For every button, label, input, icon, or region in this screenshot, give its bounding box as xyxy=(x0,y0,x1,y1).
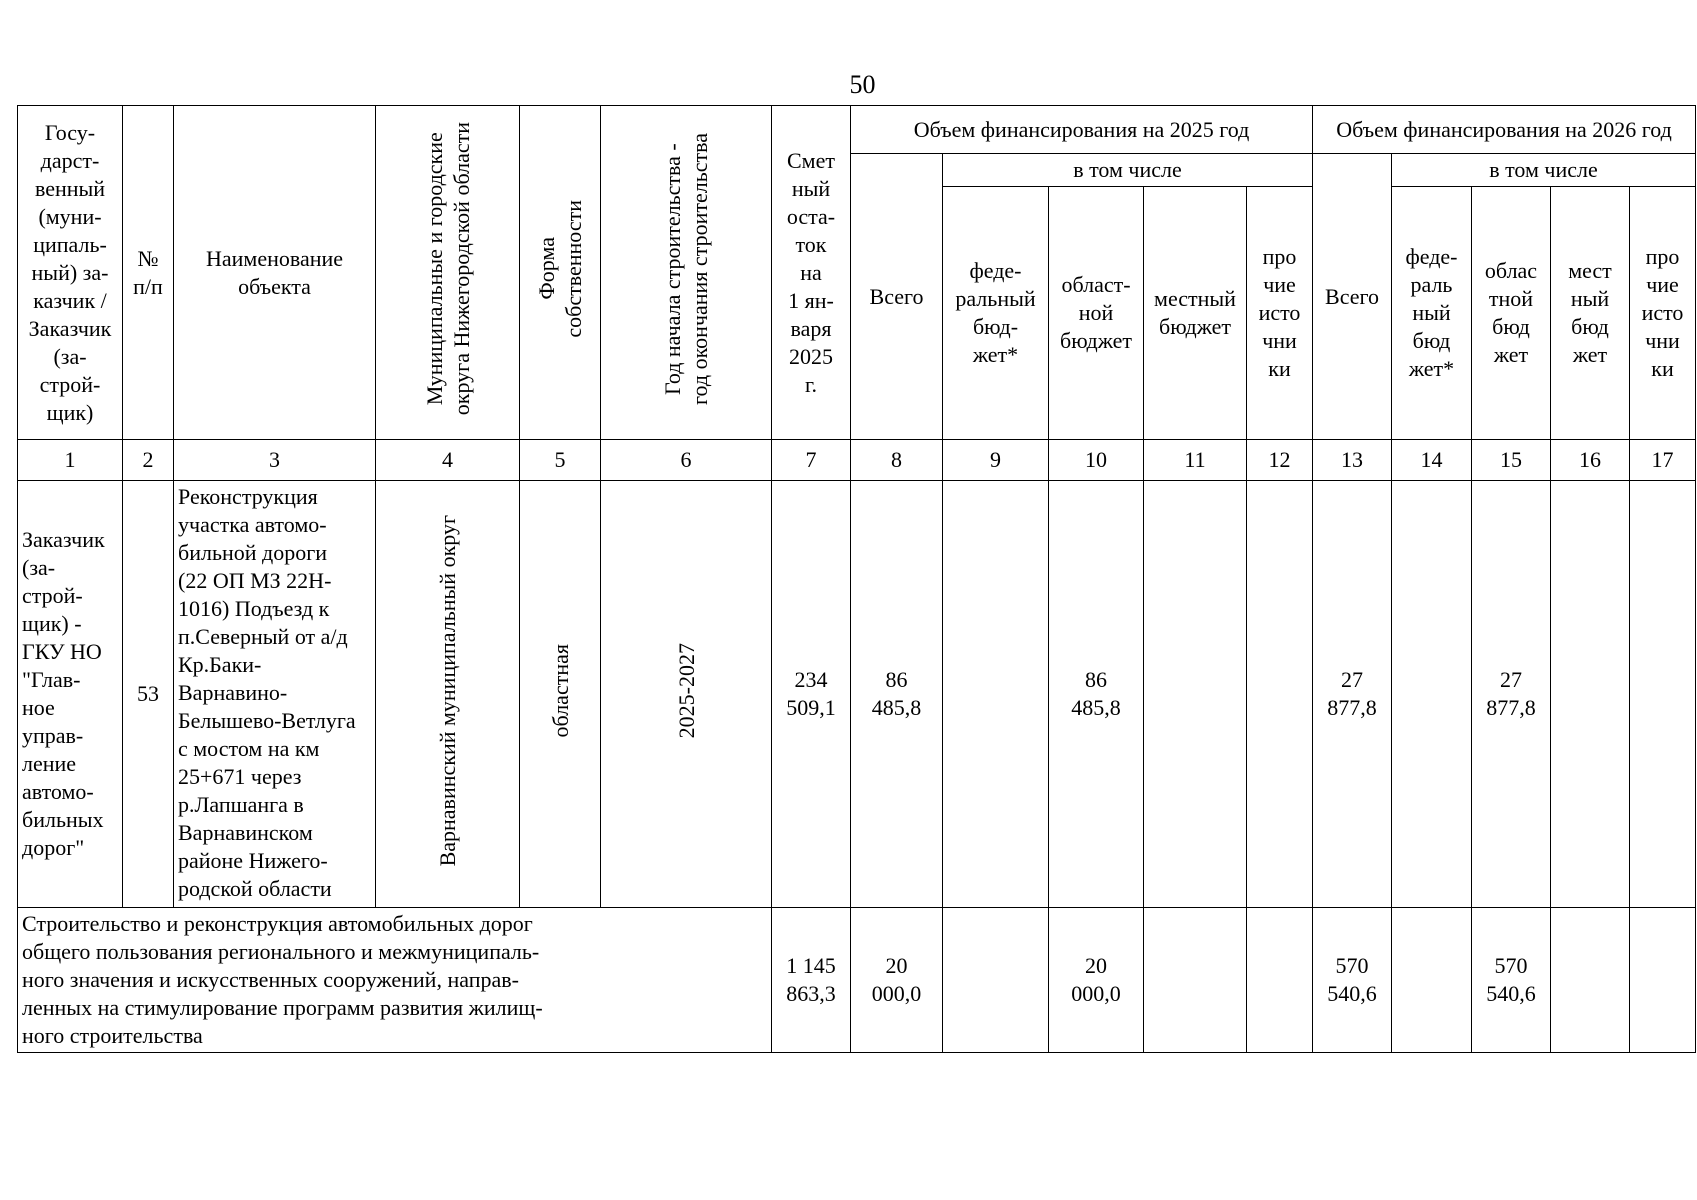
row-local-2026 xyxy=(1551,481,1630,908)
column-number: 8 xyxy=(851,440,943,481)
row-customer: Заказчик (за- строй- щик) - ГКУ НО "Глав- ное управ- ление автомо- бильных дорог" xyxy=(18,481,123,908)
row-object-name: Реконструкция участка автомо- бильной дороги (22 ОП МЗ 22Н- 1016) Подъезд к п.Северный от а/д Кр.Баки- Варнавино- Белышево-Ветлуга с мостом на км 25+671 через р.Лапшанга в Варнавинском районе Нижего- родской области xyxy=(174,481,376,908)
page-number: 50 xyxy=(849,70,876,99)
column-number: 12 xyxy=(1247,440,1313,481)
column-number: 3 xyxy=(174,440,376,481)
row-ownership: областная xyxy=(547,643,573,738)
row-federal-2026 xyxy=(1392,481,1472,908)
column-number: 7 xyxy=(772,440,851,481)
column-number: 1 xyxy=(18,440,123,481)
header-number: № п/п xyxy=(123,106,174,440)
header-including-2025: в том числе xyxy=(943,154,1313,187)
row-municipality-cell xyxy=(376,481,520,908)
header-customer: Госу- дарст- венный (муни- ципаль- ный) за- казчик / Заказчик (за- строй- щик) xyxy=(18,106,123,440)
header-federal-2025: феде- ральный бюд- жет* xyxy=(943,187,1049,440)
table-row xyxy=(18,481,1696,908)
row-other-2025 xyxy=(1247,481,1313,908)
header-municipality-cell xyxy=(376,106,520,440)
header-total-2026: Всего xyxy=(1313,154,1392,440)
header-municipality: Муниципальные и городские округа Нижегородской области xyxy=(421,122,474,416)
financing-table xyxy=(17,105,1696,1053)
row-ownership-cell xyxy=(520,481,601,908)
header-including-2026: в том числе xyxy=(1392,154,1696,187)
column-number: 6 xyxy=(601,440,772,481)
header-ownership: Форма собственности xyxy=(534,200,586,338)
header-local-2025: местный бюджет xyxy=(1144,187,1247,440)
column-number: 17 xyxy=(1630,440,1696,481)
column-number: 13 xyxy=(1313,440,1392,481)
row-years: 2025-2027 xyxy=(673,642,699,739)
summary-other-2025 xyxy=(1247,908,1313,1053)
header-estimate: Смет ный оста- ток на 1 ян- варя 2025 г. xyxy=(772,106,851,440)
column-number: 16 xyxy=(1551,440,1630,481)
column-number: 10 xyxy=(1049,440,1144,481)
header-ownership-cell xyxy=(520,106,601,440)
column-number: 5 xyxy=(520,440,601,481)
summary-row xyxy=(18,908,1696,1053)
header-financing-2026: Объем финансирования на 2026 год xyxy=(1313,106,1696,154)
header-years: Год начала строительства - год окончания строительства xyxy=(660,133,712,405)
header-regional-2026: облас тной бюд жет xyxy=(1472,187,1551,440)
header-object-name: Наименование объекта xyxy=(174,106,376,440)
row-municipality: Варнавинский муниципальный округ xyxy=(435,514,460,867)
header-local-2026: мест ный бюд жет xyxy=(1551,187,1630,440)
summary-estimate: 1 145 863,3 xyxy=(772,908,851,1053)
summary-total-2026: 570 540,6 xyxy=(1313,908,1392,1053)
summary-other-2026 xyxy=(1630,908,1696,1053)
header-total-2025: Всего xyxy=(851,154,943,440)
summary-local-2026 xyxy=(1551,908,1630,1053)
row-local-2025 xyxy=(1144,481,1247,908)
header-years-cell xyxy=(601,106,772,440)
summary-federal-2026 xyxy=(1392,908,1472,1053)
header-other-2025: про чие исто чни ки xyxy=(1247,187,1313,440)
header-other-2026: про чие исто чни ки xyxy=(1630,187,1696,440)
header-regional-2025: област- ной бюджет xyxy=(1049,187,1144,440)
column-number: 14 xyxy=(1392,440,1472,481)
column-number: 2 xyxy=(123,440,174,481)
row-total-2025: 86 485,8 xyxy=(851,481,943,908)
row-number: 53 xyxy=(123,481,174,908)
column-number: 15 xyxy=(1472,440,1551,481)
summary-regional-2025: 20 000,0 xyxy=(1049,908,1144,1053)
column-number: 4 xyxy=(376,440,520,481)
summary-regional-2026: 570 540,6 xyxy=(1472,908,1551,1053)
header-federal-2026: феде- раль ный бюд жет* xyxy=(1392,187,1472,440)
summary-federal-2025 xyxy=(943,908,1049,1053)
summary-local-2025 xyxy=(1144,908,1247,1053)
row-total-2026: 27 877,8 xyxy=(1313,481,1392,908)
column-number: 11 xyxy=(1144,440,1247,481)
row-regional-2025: 86 485,8 xyxy=(1049,481,1144,908)
row-estimate: 234 509,1 xyxy=(772,481,851,908)
summary-label: Строительство и реконструкция автомобильных дорог общего пользования регионального и межмуниципаль- ного значения и искусственных сооружений, направ- ленных на стимулирование программ развития жилищ- ного строительства xyxy=(18,908,772,1053)
header-financing-2025: Объем финансирования на 2025 год xyxy=(851,106,1313,154)
column-number: 9 xyxy=(943,440,1049,481)
row-federal-2025 xyxy=(943,481,1049,908)
row-years-cell xyxy=(601,481,772,908)
row-other-2026 xyxy=(1630,481,1696,908)
summary-total-2025: 20 000,0 xyxy=(851,908,943,1053)
column-number-row xyxy=(18,440,1696,481)
row-regional-2026: 27 877,8 xyxy=(1472,481,1551,908)
